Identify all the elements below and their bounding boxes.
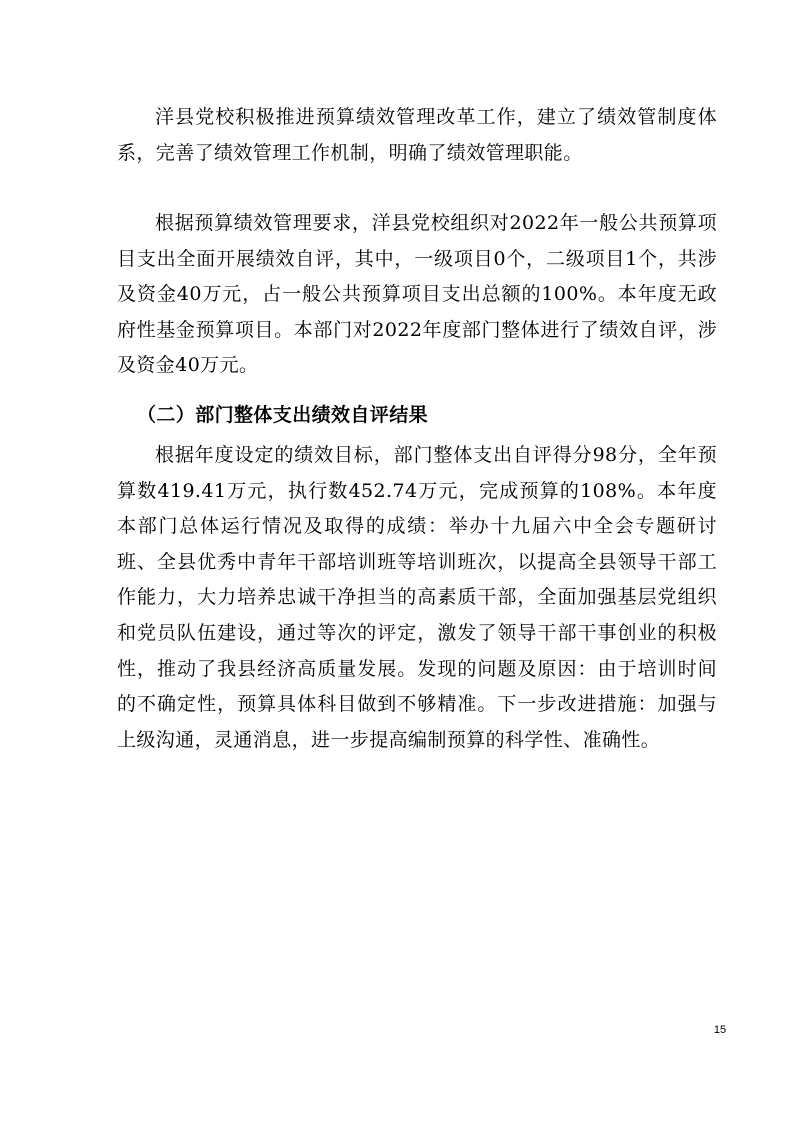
body-paragraph: 根据预算绩效管理要求，洋县党校组织对2022年一般公共预算项目支出全面开展绩效自评，其中，一级项目0个，二级项目1个，共涉及资金40万元，占一般公共预算项目支出总额的100%。本年度无政府性基金预算项目。本部门对2022年度部门整体进行了绩效自评，涉及资金40万元。 [117, 212, 717, 377]
section-paragraph: 根据年度设定的绩效目标，部门整体支出自评得分98分，全年预算数419.41万元，执行数452.74万元，完成预算的108%。本年度本部门总体运行情况及取得的成绩：举办十九届六中全会专题研讨班、全县优秀中青年干部培训班等培训班次，以提高全县领导干部工作能力，大力培养忠诚干净担当的高素质干部，全面加强基层党组织和党员队伍建设，通过等次的评定，激发了领导干部干事创业的积极性，推动了我县经济高质量发展。发现的问题及原因：由于培训时间的不确定性，预算具体科目做到不够精准。下一步改进措施：加强与上级沟通，灵通消息，进一步提高编制预算的科学性、准确性。 [117, 444, 717, 751]
page-number: 15 [713, 1024, 727, 1036]
body-paragraph: 洋县党校积极推进预算绩效管理改革工作，建立了绩效管制度体系，完善了绩效管理工作机制，明确了绩效管理职能。 [117, 106, 717, 164]
section-heading: （二）部门整体支出绩效自评结果 [137, 404, 429, 426]
